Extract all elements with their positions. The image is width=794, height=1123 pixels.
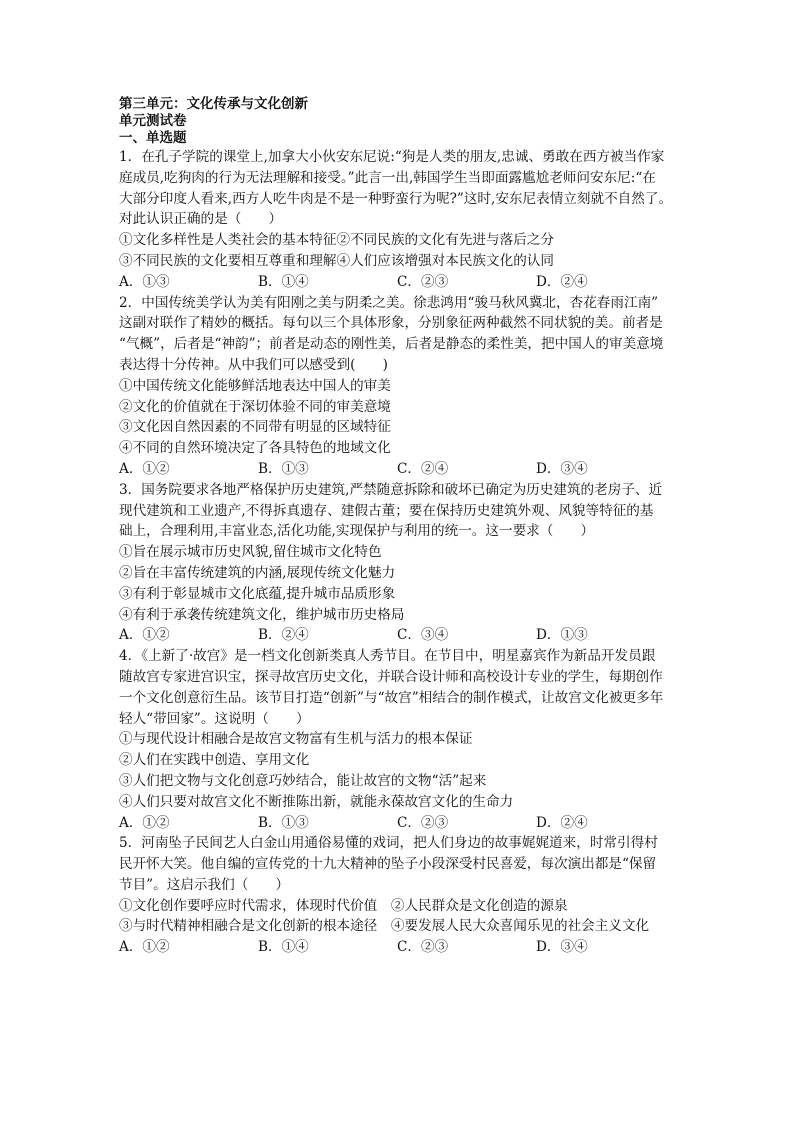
statement-item: ④有利于承袭传统建筑文化，维护城市历史格局 <box>119 606 405 623</box>
statement-item: ④人们只要对故宫文化不断推陈出新，就能永葆故宫文化的生命力 <box>119 793 514 810</box>
statement-item: ①与现代设计相融合是故宫文物富有生机与活力的根本保证 <box>119 731 473 748</box>
answer-option: A．①② <box>119 939 170 956</box>
question-stem-line: 2．中国传统美学认为美有阳刚之美与阴柔之美。徐悲鸿用“骏马秋风冀北，杏花春雨江南” <box>119 294 659 311</box>
question-stem-line: 随故宫专家进宫识宝，探寻故宫历史文化，并联合设计师和高校设计专业的学生，每期创作 <box>119 668 663 685</box>
question-2 <box>119 293 694 480</box>
answer-option: D．②④ <box>536 273 588 290</box>
question-stem-line: 民开怀大笑。他自编的宣传党的十九大精神的坠子小段深受村民喜爱，每次演出都是“保留 <box>119 856 657 873</box>
statement-item: ④不同的自然环境决定了各具特色的地域文化 <box>119 440 391 457</box>
question-5 <box>119 833 694 958</box>
answer-option: D．①③ <box>536 627 588 644</box>
statement-item: ①旨在展示城市历史风貌,留住城市文化特色 <box>119 544 382 561</box>
question-stem-line: 3．国务院要求各地严格保护历史建筑,严禁随意拆除和破坏已确定为历史建筑的老房子、近 <box>119 481 663 498</box>
answer-option: C．②③ <box>397 814 449 831</box>
answer-option: D．③④ <box>536 460 588 477</box>
answer-options <box>119 272 694 293</box>
statement-item: ③与时代精神相融合是文化创新的根本途径 ④要发展人民大众喜闻乐见的社会主义文化 <box>119 918 650 935</box>
statement-item: ①文化多样性是人类社会的基本特征②不同民族的文化有先进与落后之分 <box>119 232 554 249</box>
answer-options <box>119 625 694 646</box>
statement-item: ②文化的价值就在于深切体验不同的审美意境 <box>119 398 391 415</box>
answer-options <box>119 459 694 480</box>
unit-title: 第三单元：文化传承与文化创新 <box>119 96 308 112</box>
statement-item: ①文化创作要呼应时代需求，体现时代价值 ②人民群众是文化创造的源泉 <box>119 897 568 914</box>
question-stem-line: 轻人“带回家”。这说明（ ） <box>119 710 310 727</box>
answer-option: A．①② <box>119 460 170 477</box>
question-4 <box>119 646 694 833</box>
question-list <box>119 147 694 958</box>
answer-option: C．③④ <box>397 627 449 644</box>
section-title: 一、单选题 <box>119 130 187 146</box>
statement-item: ①中国传统文化能够鲜活地表达中国人的审美 <box>119 377 391 394</box>
statement-item: ③文化因自然因素的不同带有明显的区域特征 <box>119 419 391 436</box>
answer-option: C．②③ <box>397 939 449 956</box>
question-3 <box>119 480 694 646</box>
statement-item: ②人们在实践中创造、享用文化 <box>119 752 310 769</box>
statement-item: ③人们把文物与文化创意巧妙结合，能让故宫的文物“活”起来 <box>119 772 487 789</box>
answer-option: A．①③ <box>119 273 170 290</box>
question-stem-line: 一个文化创意衍生品。该节目打造“创新”与“故宫”相结合的制作模式，让故宫文化被更多年 <box>119 689 664 706</box>
question-stem-line: 这副对联作了精妙的概括。每句以三个具体形象，分别象征两种截然不同状貌的美。前者是 <box>119 315 663 332</box>
statement-item: ③有利于彰显城市文化底蕴,提升城市品质形象 <box>119 585 396 602</box>
question-stem-line: 现代建筑和工业遗产,不得拆真遗存、建假古董；要在保持历史建筑外观、风貌等特征的基 <box>119 502 654 519</box>
answer-option: D．③④ <box>536 939 588 956</box>
question-stem-line: 对此认识正确的是（ ） <box>119 211 283 228</box>
answer-option: B．①③ <box>258 814 309 831</box>
answer-option: C．②④ <box>397 460 449 477</box>
answer-option: C．②③ <box>397 273 449 290</box>
answer-option: A．①② <box>119 814 170 831</box>
question-stem-line: 节目”。这启示我们（ ） <box>119 876 290 893</box>
answer-options <box>119 813 694 834</box>
question-stem-line: 础上，合理利用,丰富业态,活化功能,实现保护与利用的统一。这一要求（ ） <box>119 523 595 540</box>
question-stem-line: 1．在孔子学院的课堂上,加拿大小伙安东尼说:“狗是人类的朋友,忠诚、勇敢在西方被当作家 <box>119 149 665 165</box>
statement-item: ③不同民族的文化要相互尊重和理解④人们应该增强对本民族文化的认同 <box>119 252 554 269</box>
exam-page <box>119 96 694 958</box>
question-stem-line: “气概”，后者是“神韵”；前者是动态的刚性美，后者是静态的柔性美，把中国人的审美意境 <box>119 336 664 353</box>
question-stem-line: 4．《上新了·故宫》是一档文化创新类真人秀节目。在节目中，明星嘉宾作为新品开发员跟 <box>119 648 656 665</box>
answer-option: A．①② <box>119 627 170 644</box>
question-stem-line: 表达得十分传神。从中我们可以感受到( ) <box>119 356 388 373</box>
answer-option: B．②④ <box>258 627 309 644</box>
answer-options <box>119 937 694 958</box>
question-stem-line: 5．河南坠子民间艺人白金山用通俗易懂的戏词，把人们身边的故事娓娓道来，时常引得村 <box>119 835 658 852</box>
answer-option: B．①③ <box>258 460 309 477</box>
question-stem-line: 大部分印度人看来,西方人吃牛肉是不是一种野蛮行为呢?”这时,安东尼表情立刻就不自然了。 <box>119 190 673 207</box>
answer-option: D．②④ <box>536 814 588 831</box>
answer-option: B．①④ <box>258 939 309 956</box>
statement-item: ②旨在丰富传统建筑的内涵,展现传统文化魅力 <box>119 564 396 581</box>
paper-title: 单元测试卷 <box>119 113 187 129</box>
question-1 <box>119 147 694 293</box>
question-stem-line: 庭成员,吃狗肉的行为无法理解和接受。”此言一出,韩国学生当即面露尴尬老师问安东尼:“在 <box>119 169 656 186</box>
answer-option: B．①④ <box>258 273 309 290</box>
